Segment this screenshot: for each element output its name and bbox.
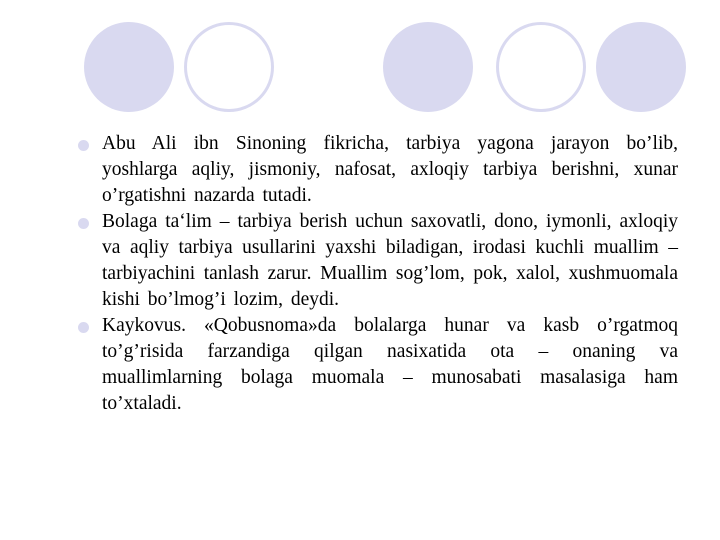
bullet-text: Abu Ali ibn Sinoning fikricha, tarbiya yagona jarayon bo’lib, yoshlarga aqliy, jismoniy, nafosat, axloqiy tarbiya berishni, xunar o’rgatishni nazarda tutadi. — [102, 133, 678, 206]
circle-decoration — [84, 22, 174, 112]
list-item — [78, 313, 678, 417]
list-item — [78, 131, 678, 209]
bullet-text: Kaykovus. «Qobusnoma»da bolalarga hunar va kasb o’rgatmoq to’g’risida farzandiga qilgan nasixatida ota – onaning va muallimlarning bolaga muomala – munosabati masalasiga ham to’xtaladi. — [102, 315, 678, 414]
circle-decoration — [596, 22, 686, 112]
bullet-icon — [78, 140, 89, 151]
circle-decoration — [184, 22, 274, 112]
bullet-icon — [78, 218, 89, 229]
bullet-icon — [78, 322, 89, 333]
list-item — [78, 209, 678, 313]
bullet-text: Bolaga ta‘lim – tarbiya berish uchun saxovatli, dono, iymonli, axloqiy va aqliy tarbiya usullarini yaxshi biladigan, irodasi kuchli muallim – tarbiyachini tanlash zarur. Muallim sog’lom, pok, xalol, xushmuomala kishi bo’lmog’i lozim, deydi. — [102, 211, 678, 310]
circle-decoration — [383, 22, 473, 112]
circle-decoration — [496, 22, 586, 112]
bullet-list — [78, 131, 678, 417]
decorative-circles — [0, 0, 720, 120]
